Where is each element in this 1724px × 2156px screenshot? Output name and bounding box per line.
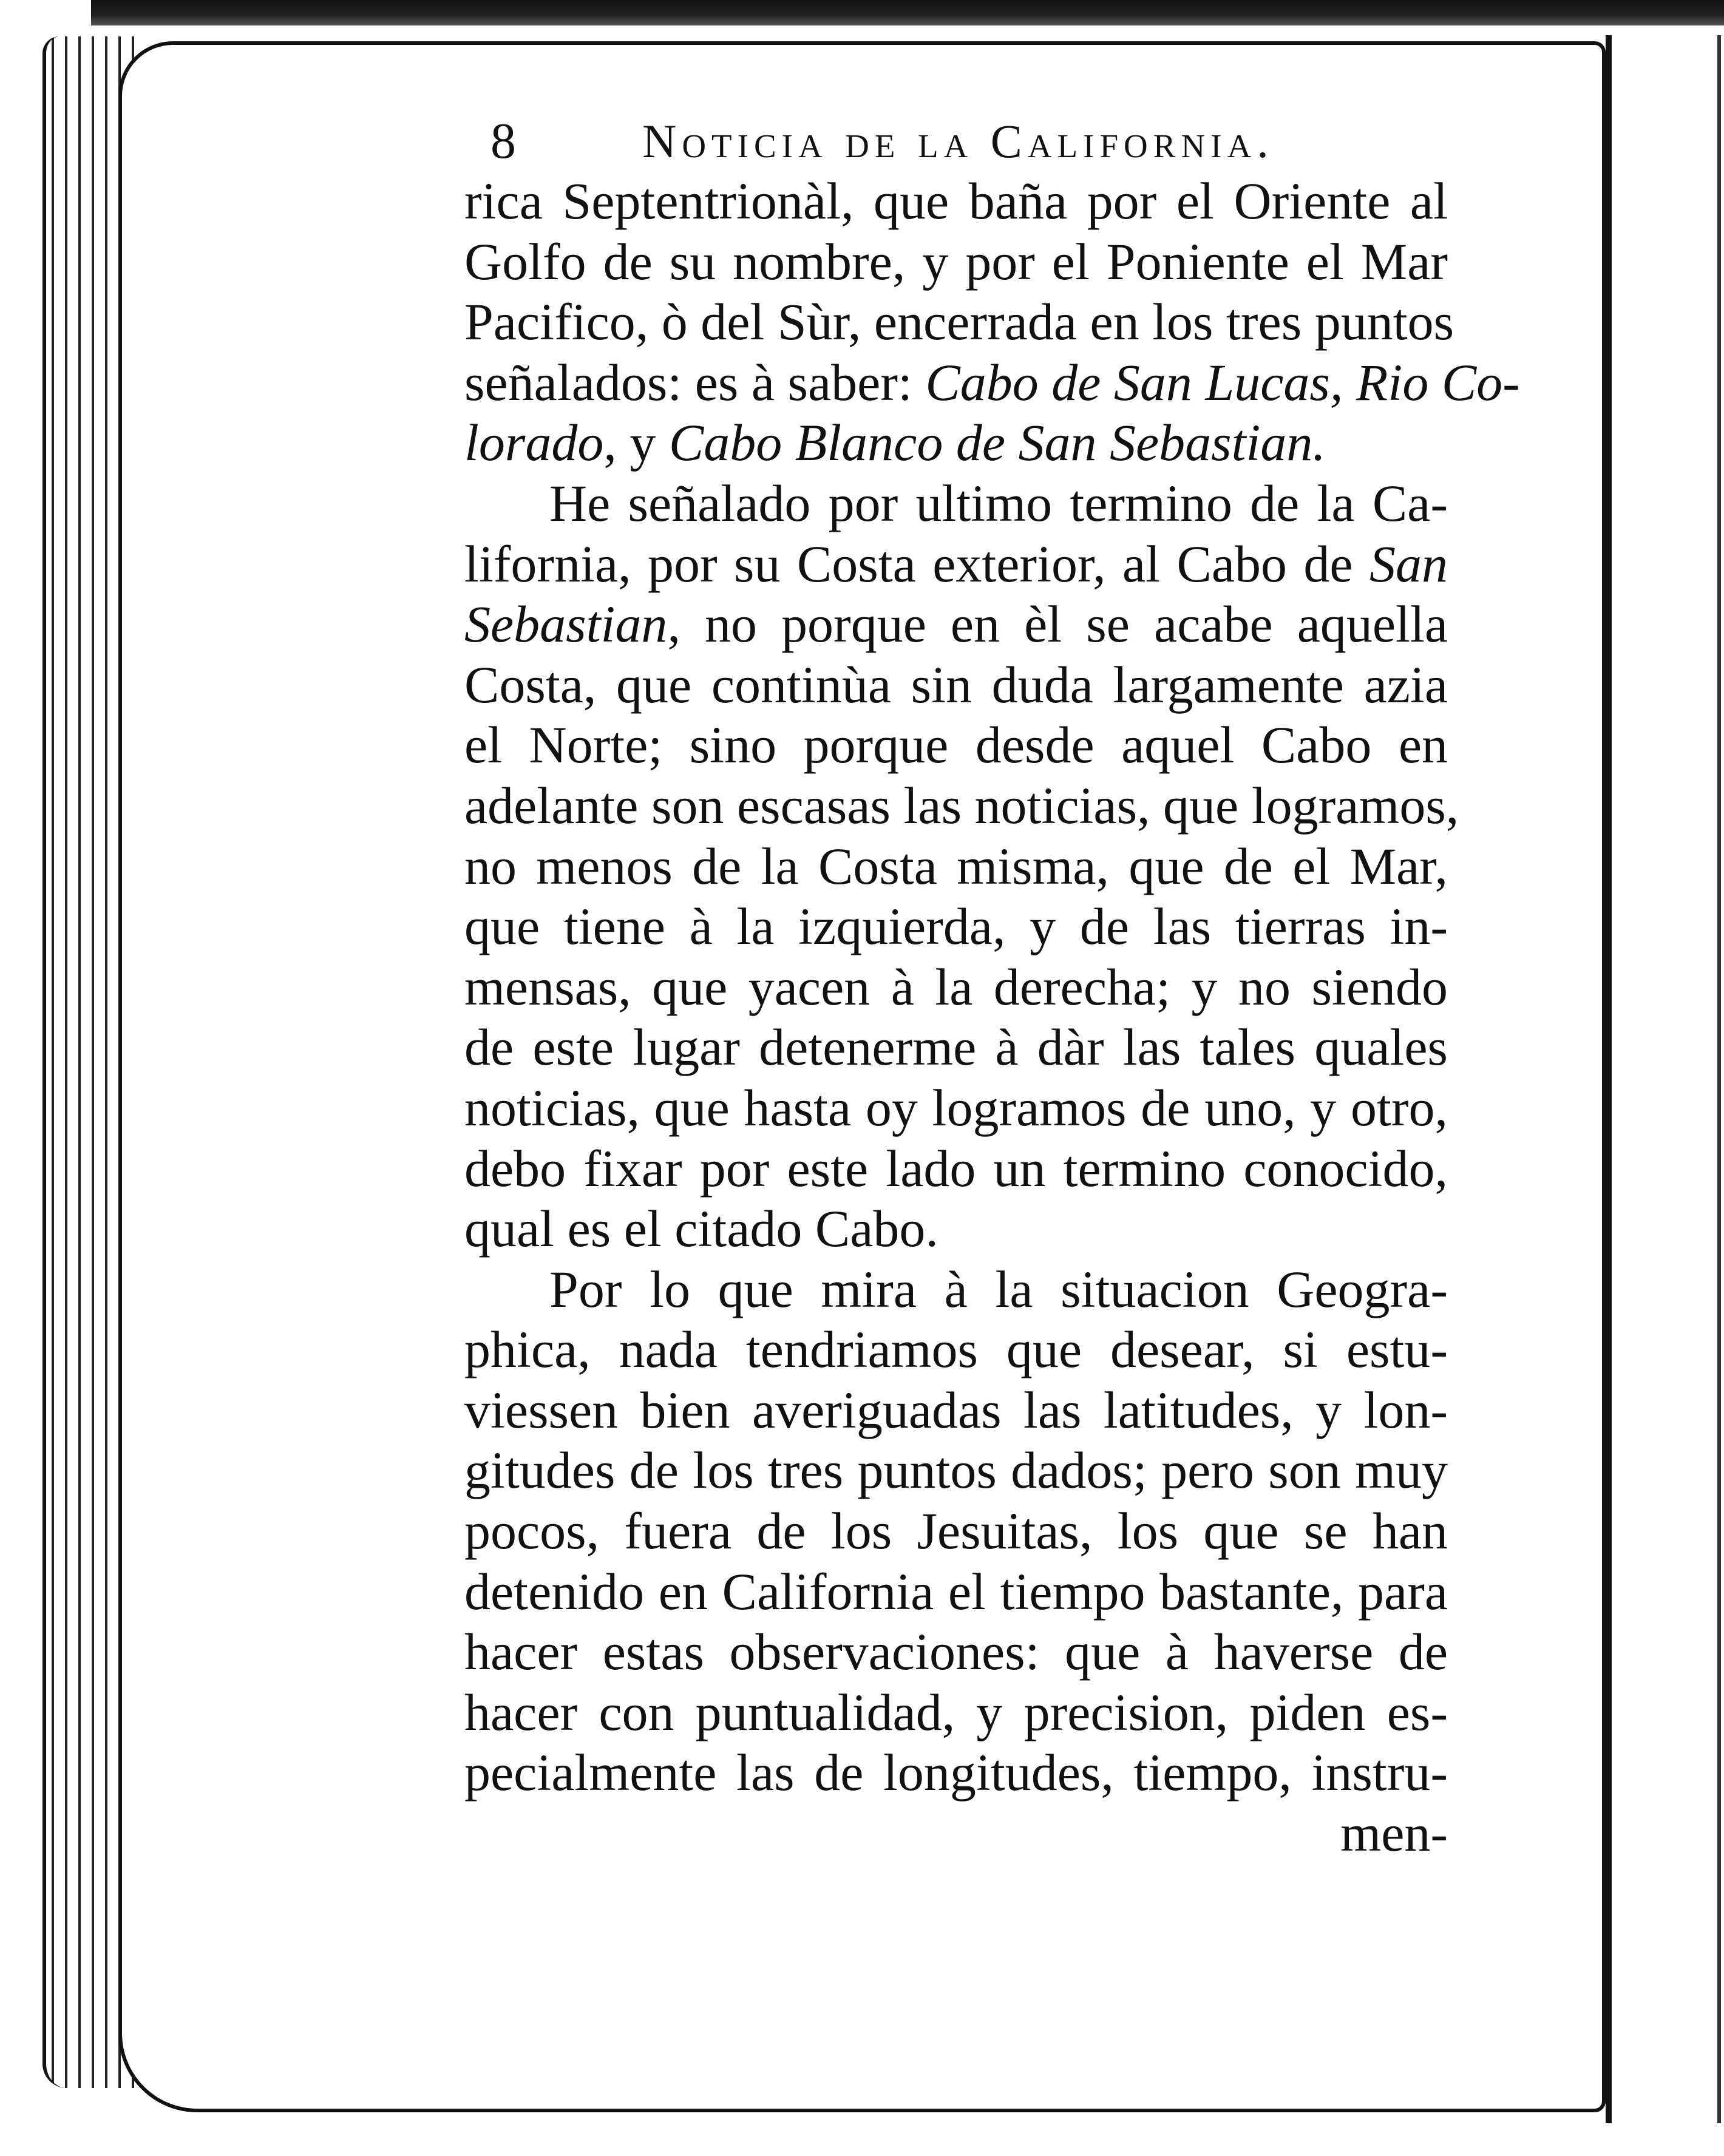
facing-page-edge (1606, 35, 1721, 2123)
text-line: que tiene à la izquierda, y de las tierras in- (464, 897, 1448, 956)
text-line: Golfo de su nombre, y por el Poniente el Mar (464, 232, 1448, 291)
text-segment: señalados: es à saber: (464, 353, 926, 412)
scan-top-edge (91, 0, 1724, 25)
text-line: hacer estas observaciones: que à haverse de (464, 1622, 1448, 1681)
text-line: gitudes de los tres puntos dados; pero son muy (464, 1441, 1448, 1500)
text-line: el Norte; sino porque desde aquel Cabo en (464, 716, 1448, 775)
text-line: Costa, que continùa sin duda largamente azia (464, 655, 1448, 714)
text-line: qual es el citado Cabo. (464, 1199, 938, 1258)
italic-word: Sebastian (464, 595, 668, 654)
text-segment: , y (603, 413, 669, 472)
italic-word: lorado (464, 413, 604, 472)
text-line: detenido en California el tiempo bastante, para (464, 1562, 1448, 1621)
text-line: rica Septentrionàl, que baña por el Oriente al (464, 172, 1448, 230)
text-line: no menos de la Costa misma, que de el Mar, (464, 836, 1448, 895)
text-segment: lifornia, por su Costa exterior, al Cabo de (464, 534, 1369, 593)
italic-word: San (1369, 534, 1448, 593)
italic-place-name: Cabo Blanco de San Sebastian. (668, 413, 1326, 472)
page-header (490, 108, 1274, 175)
text-line: phica, nada tendriamos que desear, si estu- (464, 1320, 1448, 1379)
page-number: 8 (490, 113, 516, 169)
text-line: Por lo que mira à la situacion Geogra- (549, 1259, 1448, 1318)
text-line (464, 534, 1448, 595)
text-line: hacer con puntualidad, y precision, piden es- (464, 1683, 1448, 1741)
text-line: adelante son escasas las noticias, que logramos, (464, 776, 1459, 835)
text-line: mensas, que yacen à la derecha; y no siendo (464, 957, 1448, 1016)
text-line: viessen bien averiguadas las latitudes, y lon- (464, 1380, 1448, 1439)
text-line: de este lugar detenerme à dàr las tales quales (464, 1018, 1448, 1077)
body-text (464, 171, 1520, 1864)
text-line: pocos, fuera de los Jesuitas, los que se han (464, 1502, 1448, 1561)
text-line: He señalado por ultimo termino de la Ca- (549, 473, 1448, 532)
italic-place-names: Cabo de San Lucas, Rio Co- (925, 353, 1520, 412)
text-line (464, 594, 1448, 655)
text-line (464, 413, 1448, 473)
text-segment: , no porque en èl se acabe aquella (667, 595, 1448, 654)
text-line: noticias, que hasta oy logramos de uno, y otro, (464, 1078, 1448, 1137)
text-line: Pacifico, ò del Sùr, encerrada en los tres puntos (464, 293, 1454, 351)
catchword: men- (1340, 1804, 1448, 1863)
scan-left-margin (0, 0, 42, 2156)
text-line: debo fixar por este lado un termino conocido, (464, 1139, 1448, 1198)
text-line (464, 353, 1520, 413)
running-head: Noticia de la California. (642, 115, 1274, 168)
text-line: pecialmente las de longitudes, tiempo, instru- (464, 1743, 1448, 1802)
